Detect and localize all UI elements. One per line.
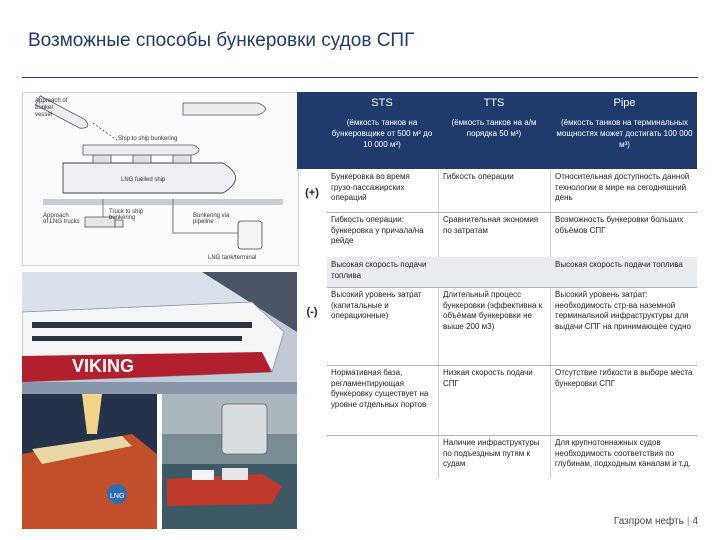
table-cell: Гибкость операции xyxy=(443,172,514,181)
disadvantages-label: (-) xyxy=(306,306,318,318)
diagram-label: bunker xyxy=(35,105,54,111)
footer-company: Газпром нефть xyxy=(613,516,684,527)
bunkering-diagram xyxy=(22,92,299,266)
column-header-pipe xyxy=(552,92,697,169)
ferry-photo-svg xyxy=(22,272,297,394)
table-cell: Отсутствие гибкости в выборе места бункеровки СПГ xyxy=(555,368,693,388)
diagram-label: LNG fuelled ship xyxy=(121,177,166,183)
table-cell: Высокий уровень затрат: необходимость стр-ва наземной терминальной инфраструктуры для выдачи СПГ на принимающее судно xyxy=(555,290,691,331)
column-subtitle: (ёмкость танков на терминальных мощностях может достигать 100 000 м³) xyxy=(556,118,693,149)
column-title: Pipe xyxy=(613,97,636,109)
bunkering-diagram-svg xyxy=(23,93,298,265)
lng-tanker-terminal-svg xyxy=(162,394,297,529)
column-title: TTS xyxy=(483,97,505,109)
column-title: STS xyxy=(371,97,393,109)
footer xyxy=(614,516,698,527)
table-cell: Гибкость операции: бункеровка у причала/на рейде xyxy=(331,215,424,245)
diagram-label: pipeline xyxy=(193,219,214,225)
column-subtitle: (ёмкость танков на бункеровщике от 500 м³ до 10 000 м³) xyxy=(331,118,433,149)
diagram-label: Bunkering via xyxy=(193,213,230,219)
table-cell: Относительная доступность данной технологии в мире на сегодняшний день xyxy=(555,172,690,202)
page-title: Возможные способы бункеровки судов СПГ xyxy=(28,30,415,51)
lng-bunker-ship-svg xyxy=(22,394,157,529)
svg-text:LNG: LNG xyxy=(110,493,125,500)
table-cell: Нормативная база, регламентирующая бункеровку существует на уровне отдельных портов xyxy=(331,368,429,409)
table-cell: Бункеровка во время грузо-пассажирских операций xyxy=(331,172,410,202)
table-cell: Высокий уровень затрат (капитальные и операционные) xyxy=(331,290,422,320)
diagram-label: Truck to ship xyxy=(109,209,144,215)
table-cell xyxy=(327,435,438,483)
advantages-label: (+) xyxy=(305,187,319,199)
page-number: 4 xyxy=(692,516,698,527)
footer-separator: | xyxy=(686,516,690,527)
table-header xyxy=(297,92,697,169)
table-cell: Наличие инфраструктуры по подъездным путям к судам xyxy=(443,438,540,468)
table-cell: Возможность бункеровки больших объёмов СПГ xyxy=(555,215,684,235)
table-cell xyxy=(439,257,550,287)
diagram-label: Approach xyxy=(43,213,69,219)
column-subtitle: (ёмкость танков на а/м порядка 50 м³) xyxy=(451,118,537,138)
title-rule xyxy=(22,77,698,78)
svg-text:VIKING: VIKING xyxy=(72,356,135,376)
diagram-label: Approach of xyxy=(35,98,68,104)
column-header-tts xyxy=(440,92,548,169)
diagram-label: of LNG trucks xyxy=(43,219,80,225)
table-cell: Длительный процесс бункеровки (эффективна к объёмам бункеровки не выше 200 м3) xyxy=(443,290,543,331)
table-cell: Высокая скорость подачи топлива xyxy=(331,260,427,280)
table-cell: Сравнительная экономия по затратам xyxy=(443,215,539,235)
table-cell: Низкая скорость подачи СПГ xyxy=(443,368,533,388)
diagram-label: bunkering xyxy=(109,215,136,221)
diagram-label: vessel xyxy=(35,112,53,118)
table-cell: Для крупнотоннажных судов необходимость соответствия по глубинам, подходным каналам и т.д. xyxy=(555,438,691,468)
column-header-sts xyxy=(327,92,437,169)
table-cell: Высокая скорость подачи топлива xyxy=(555,260,683,269)
diagram-label: LNG tank/terminal xyxy=(208,255,257,261)
lng-bunker-ship-photo xyxy=(22,394,157,529)
diagram-label: Ship to ship bunkering xyxy=(118,136,178,142)
lng-tanker-terminal-photo xyxy=(162,394,297,529)
